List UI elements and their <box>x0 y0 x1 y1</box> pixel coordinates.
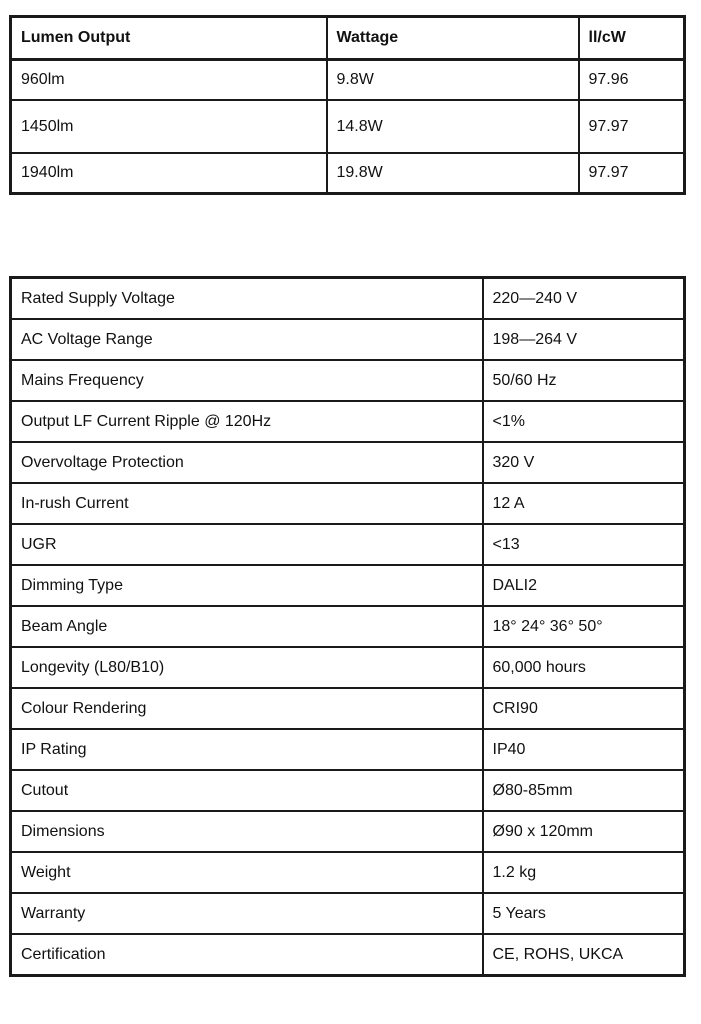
table-row <box>11 153 685 194</box>
header-efficacy: ll/cW <box>579 17 685 60</box>
spec-value: <13 <box>483 524 685 565</box>
spec-value: CE, ROHS, UKCA <box>483 934 685 976</box>
spec-label: Beam Angle <box>11 606 483 647</box>
table-row <box>11 893 685 934</box>
efficacy-cell: 97.97 <box>579 100 685 153</box>
spec-value: 220—240 V <box>483 278 685 320</box>
spec-label: IP Rating <box>11 729 483 770</box>
wattage-cell: 9.8W <box>327 60 579 101</box>
spec-label: Dimensions <box>11 811 483 852</box>
spec-value: 1.2 kg <box>483 852 685 893</box>
table-row <box>11 934 685 976</box>
table-row <box>11 606 685 647</box>
spec-label: Overvoltage Protection <box>11 442 483 483</box>
spec-value: Ø90 x 120mm <box>483 811 685 852</box>
table-row <box>11 360 685 401</box>
spec-label: Weight <box>11 852 483 893</box>
table-row <box>11 852 685 893</box>
spec-label: Longevity (L80/B10) <box>11 647 483 688</box>
efficacy-cell: 97.97 <box>579 153 685 194</box>
spec-label: Output LF Current Ripple @ 120Hz <box>11 401 483 442</box>
header-lumen-output: Lumen Output <box>11 17 327 60</box>
spec-value: 60,000 hours <box>483 647 685 688</box>
spec-label: Cutout <box>11 770 483 811</box>
spec-label: AC Voltage Range <box>11 319 483 360</box>
table-row <box>11 688 685 729</box>
table-row <box>11 524 685 565</box>
spec-value: 320 V <box>483 442 685 483</box>
spec-value: 5 Years <box>483 893 685 934</box>
lumen-cell: 1450lm <box>11 100 327 153</box>
table-row <box>11 811 685 852</box>
table-row <box>11 647 685 688</box>
spec-label: Dimming Type <box>11 565 483 606</box>
spec-label: In-rush Current <box>11 483 483 524</box>
table-header-row <box>11 17 685 60</box>
table-row <box>11 278 685 320</box>
header-wattage: Wattage <box>327 17 579 60</box>
table-row <box>11 319 685 360</box>
table-row <box>11 100 685 153</box>
spec-label: UGR <box>11 524 483 565</box>
spec-label: Mains Frequency <box>11 360 483 401</box>
table-row <box>11 729 685 770</box>
table-row <box>11 565 685 606</box>
spec-value: Ø80-85mm <box>483 770 685 811</box>
spec-value: CRI90 <box>483 688 685 729</box>
table-row <box>11 770 685 811</box>
lumen-cell: 960lm <box>11 60 327 101</box>
spec-value: 198—264 V <box>483 319 685 360</box>
spec-value: 50/60 Hz <box>483 360 685 401</box>
lumen-output-table <box>9 15 686 195</box>
specifications-table <box>9 276 686 977</box>
spec-value: IP40 <box>483 729 685 770</box>
spec-label: Rated Supply Voltage <box>11 278 483 320</box>
table-row <box>11 442 685 483</box>
spec-value: DALI2 <box>483 565 685 606</box>
efficacy-cell: 97.96 <box>579 60 685 101</box>
wattage-cell: 19.8W <box>327 153 579 194</box>
table-row <box>11 401 685 442</box>
table-row <box>11 483 685 524</box>
spec-value: <1% <box>483 401 685 442</box>
lumen-cell: 1940lm <box>11 153 327 194</box>
spec-label: Warranty <box>11 893 483 934</box>
spec-label: Colour Rendering <box>11 688 483 729</box>
spec-value: 12 A <box>483 483 685 524</box>
wattage-cell: 14.8W <box>327 100 579 153</box>
table-row <box>11 60 685 101</box>
spec-label: Certification <box>11 934 483 976</box>
spec-value: 18° 24° 36° 50° <box>483 606 685 647</box>
